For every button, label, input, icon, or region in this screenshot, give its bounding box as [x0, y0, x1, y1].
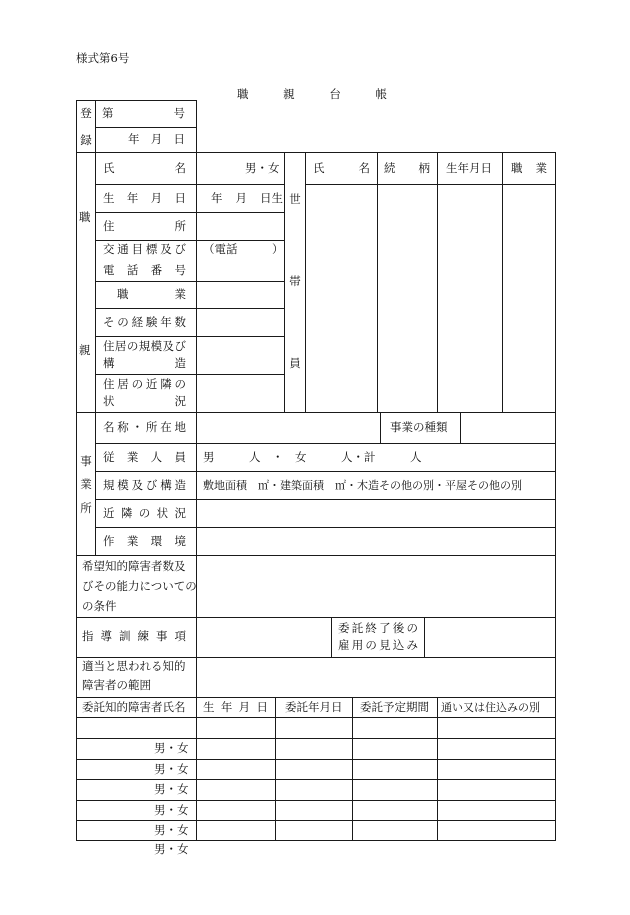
- desired-label-2: びその能力についての: [82, 579, 197, 593]
- consign-commute-header: 通い又は住込みの別: [441, 701, 540, 714]
- consign-date-header: 委託年月日: [285, 700, 343, 714]
- household-label: 世 帯 員: [289, 192, 301, 370]
- employer-residence-label-1: 住 居 の 規 模 及 び: [103, 339, 186, 353]
- employer-phone-value: （電話 ）: [203, 242, 284, 256]
- employer-residence-label-2: 構 造: [103, 356, 186, 370]
- employer-traffic-label-2: 電 話 番 号: [103, 263, 186, 277]
- consign-row-sex: 男・女: [154, 762, 189, 776]
- business-environment-label: 作 業 環 境: [103, 534, 186, 548]
- consign-birth-header: 生 年 月 日: [203, 700, 268, 714]
- employer-birth-label: 生 年 月 日: [103, 191, 186, 205]
- desired-label-1: 希望知的障害者数及: [82, 559, 186, 573]
- business-employees-value: 男 人 ・ 女 人・計 人: [203, 450, 422, 464]
- registration-number-label: 第 号: [102, 106, 185, 120]
- employer-address-label: 住 所: [103, 219, 186, 233]
- employer-traffic-label-1: 交 通 目 標 及 び: [103, 242, 186, 256]
- business-neighbor-label: 近 隣 の 状 況: [103, 506, 186, 520]
- household-birth-header: 生年月日: [446, 161, 492, 175]
- employer-label-1: 職: [79, 210, 91, 224]
- business-scale-label: 規 模 及 び 構 造: [103, 478, 186, 492]
- training-label: 指 導 訓 練 事 項: [82, 629, 186, 643]
- form-number: 様式第6号: [76, 51, 130, 65]
- consign-row-sex: 男・女: [154, 782, 189, 796]
- employment-outlook-label-1: 委 託 終 了 後 の: [338, 621, 418, 635]
- suitable-label-1: 適当と思われる知的: [82, 659, 186, 673]
- consign-row-sex: 男・女: [154, 741, 189, 755]
- registration-date-label: 年 月 日: [128, 132, 185, 146]
- business-type-label: 事業の種類: [390, 420, 448, 434]
- registration-label: 登 録: [80, 106, 92, 147]
- household-name-header: 氏 名: [313, 161, 370, 175]
- suitable-label-2: 障害者の範囲: [82, 678, 151, 692]
- employer-occupation-label: 職 業: [117, 287, 186, 301]
- employer-name-label: 氏 名: [103, 161, 186, 175]
- employer-sex: 男・女: [245, 161, 280, 175]
- consign-row-sex: 男・女: [154, 842, 189, 856]
- business-label: 事 業 所: [80, 454, 92, 515]
- business-scale-value: 敷地面積 ㎡・建築面積 ㎡・木造その他の別・平屋その他の別: [203, 479, 522, 492]
- employer-neighbor-label-1: 住 居 の 近 隣 の: [103, 377, 186, 391]
- household-relation-header: 続 柄: [384, 161, 430, 175]
- desired-label-3: の条件: [82, 599, 117, 613]
- consign-period-header: 委託予定期間: [360, 700, 429, 714]
- employer-neighbor-label-2: 状 況: [103, 394, 186, 408]
- form-title: 職 親 台 帳: [237, 87, 387, 101]
- employer-experience-label: そ の 経 験 年 数: [103, 315, 186, 329]
- employment-outlook-label-2: 雇 用 の 見 込 み: [338, 638, 418, 652]
- consign-row-sex: 男・女: [154, 823, 189, 837]
- consign-name-header: 委託知的障害者氏名: [82, 700, 186, 714]
- household-occupation-header: 職 業: [511, 161, 547, 175]
- consign-row-sex: 男・女: [154, 803, 189, 817]
- business-name-location-label: 名 称 ・ 所 在 地: [103, 420, 186, 434]
- employer-label-2: 親: [79, 343, 91, 357]
- employer-birth-value: 年 月 日生: [211, 191, 283, 205]
- business-employees-label: 従 業 人 員: [103, 450, 186, 464]
